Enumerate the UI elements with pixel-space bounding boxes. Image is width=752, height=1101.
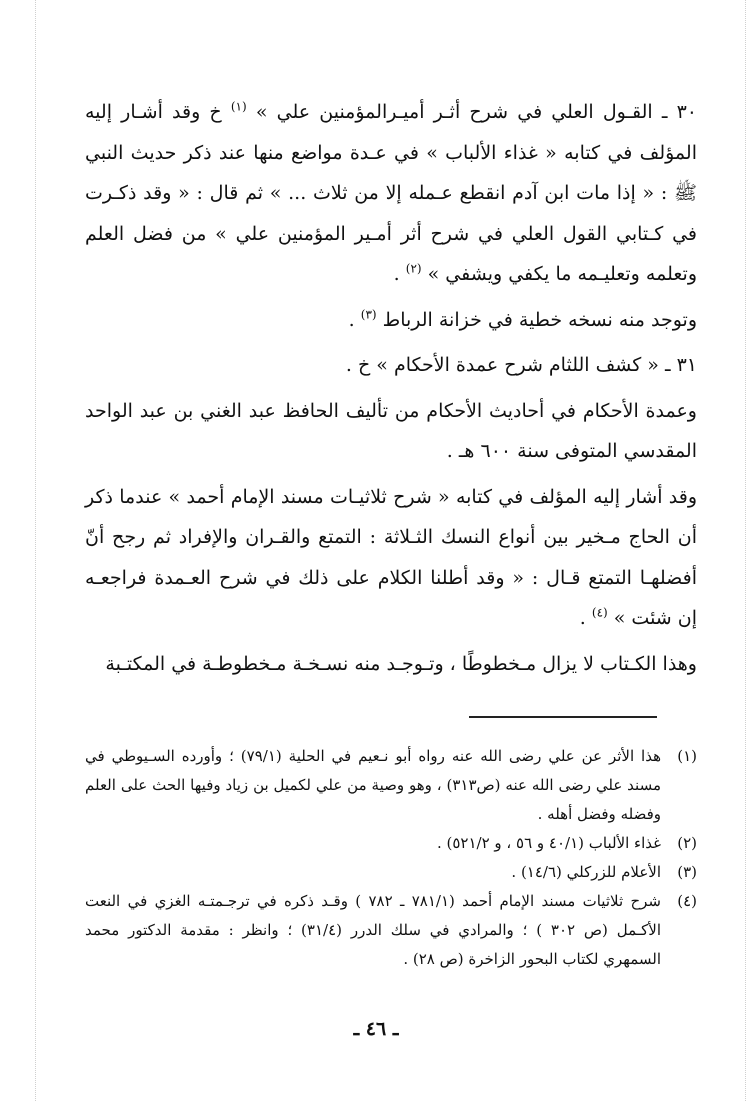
footnote-ref-1[interactable]: (١) <box>230 99 247 114</box>
entry-30-body: خ وقد أشـار إليه المؤلف في كتابه « غذاء الألباب » في عـدة مواضع منها عند ذكر حديث النبي ﷺ : « إذا مات ابن آدم انقطع عـمله إلا من ثلاث ... » ثم قال : « وقد ذكـرت في كـتابي القول العلي في شرح أثر أمـير المؤمنين علي » من فضل العلم وتعلمه وتعليـمه ما يكفي ويشفي » <box>85 101 697 285</box>
footnote-text: هذا الأثر عن علي رضى الله عنه رواه أبو نـعيم في الحلية (٧٩/١) ؛ وأورده السـيوطي في مسند علي رضى الله عنه (ص٣١٣) ، وهو وصية من علي لكميل بن زياد وفيها الحث على العلم وفضله وفضل أهله . <box>85 747 661 823</box>
footnote-2 <box>85 829 697 858</box>
entry-31-title: ٣١ ـ « كشف اللثام شرح عمدة الأحكام » خ . <box>345 354 697 376</box>
manuscript-note-text: وتوجد منه نسخه خطية في خزانة الرباط <box>376 308 697 331</box>
author-reference-end: . <box>579 607 592 629</box>
footnote-ref-2[interactable]: (٢) <box>405 261 422 276</box>
footnote-number: (١) <box>677 747 697 765</box>
footnote-number: (٤) <box>677 892 697 910</box>
footnote-text: الأعلام للزركلي (١٤/٦) . <box>511 863 661 881</box>
footnote-text: شرح ثلاثيات مسند الإمام أحمد (٧٨١/١ ـ ٧٨٢ ) وقـد ذكره في ترجـمتـه الغزي في النعت الأكـمل (ص ٣٠٢ ) ؛ والمرادي في سلك الدرر (٣١/٤) ؛ وانظر : مقدمة الدكتور محمد السمهري لكتاب البحور الزاخرة (ص ٢٨) . <box>85 892 661 968</box>
footnote-1 <box>85 742 697 829</box>
manuscript-status-paragraph: وهذا الكـتاب لا يزال مـخطوطًا ، وتـوجـد منه نسـخـة مـخطوطـة في المكتـبة <box>105 652 697 675</box>
entry-30-paragraph <box>85 92 697 295</box>
author-reference-text: وقد أشار إليه المؤلف في كتابه « شرح ثلاثيـات مسند الإمام أحمد » عندما ذكر أن الحاج مـخير بين أنواع النسك الثـلاثة : التمتع والقـران والإفراد ثم رجح أنّ أفضلهـا التمتع قـال : « وقد أطلنا الكلام على ذلك في شرح العـمدة فراجعـه إن شئت » <box>85 485 697 629</box>
entry-30-end: . <box>393 263 406 285</box>
umdat-description-paragraph: وعمدة الأحكام في أحاديث الأحكام من تأليف الحافظ عبد الغني بن عبد الواحد المقدسي المتوفى سنة ٦٠٠ هـ . <box>85 399 697 462</box>
page-number: ـ ٤٦ ـ <box>353 1018 399 1040</box>
scan-artifact-line <box>35 0 36 1101</box>
footnote-ref-4[interactable]: (٤) <box>591 605 608 620</box>
footnote-number: (٢) <box>677 834 697 852</box>
entry-30-title: ٣٠ ـ القـول العلي في شرح أثـر أميـرالمؤمنين علي » <box>246 101 697 123</box>
main-text <box>85 92 697 684</box>
footnote-3 <box>85 858 697 887</box>
author-reference-paragraph <box>85 477 697 639</box>
manuscript-note-paragraph <box>85 300 697 341</box>
manuscript-note-end: . <box>348 308 361 331</box>
footnote-4 <box>85 887 697 974</box>
footnote-number: (٣) <box>677 863 697 881</box>
footnote-divider <box>469 716 657 718</box>
scan-artifact-line <box>745 0 746 1101</box>
footnote-text: غذاء الألباب (٤٠/١ و ٥٦ ، و ٥٢١/٢) . <box>436 834 661 852</box>
footnotes-section <box>85 742 697 974</box>
footnote-ref-3[interactable]: (٣) <box>360 307 377 322</box>
